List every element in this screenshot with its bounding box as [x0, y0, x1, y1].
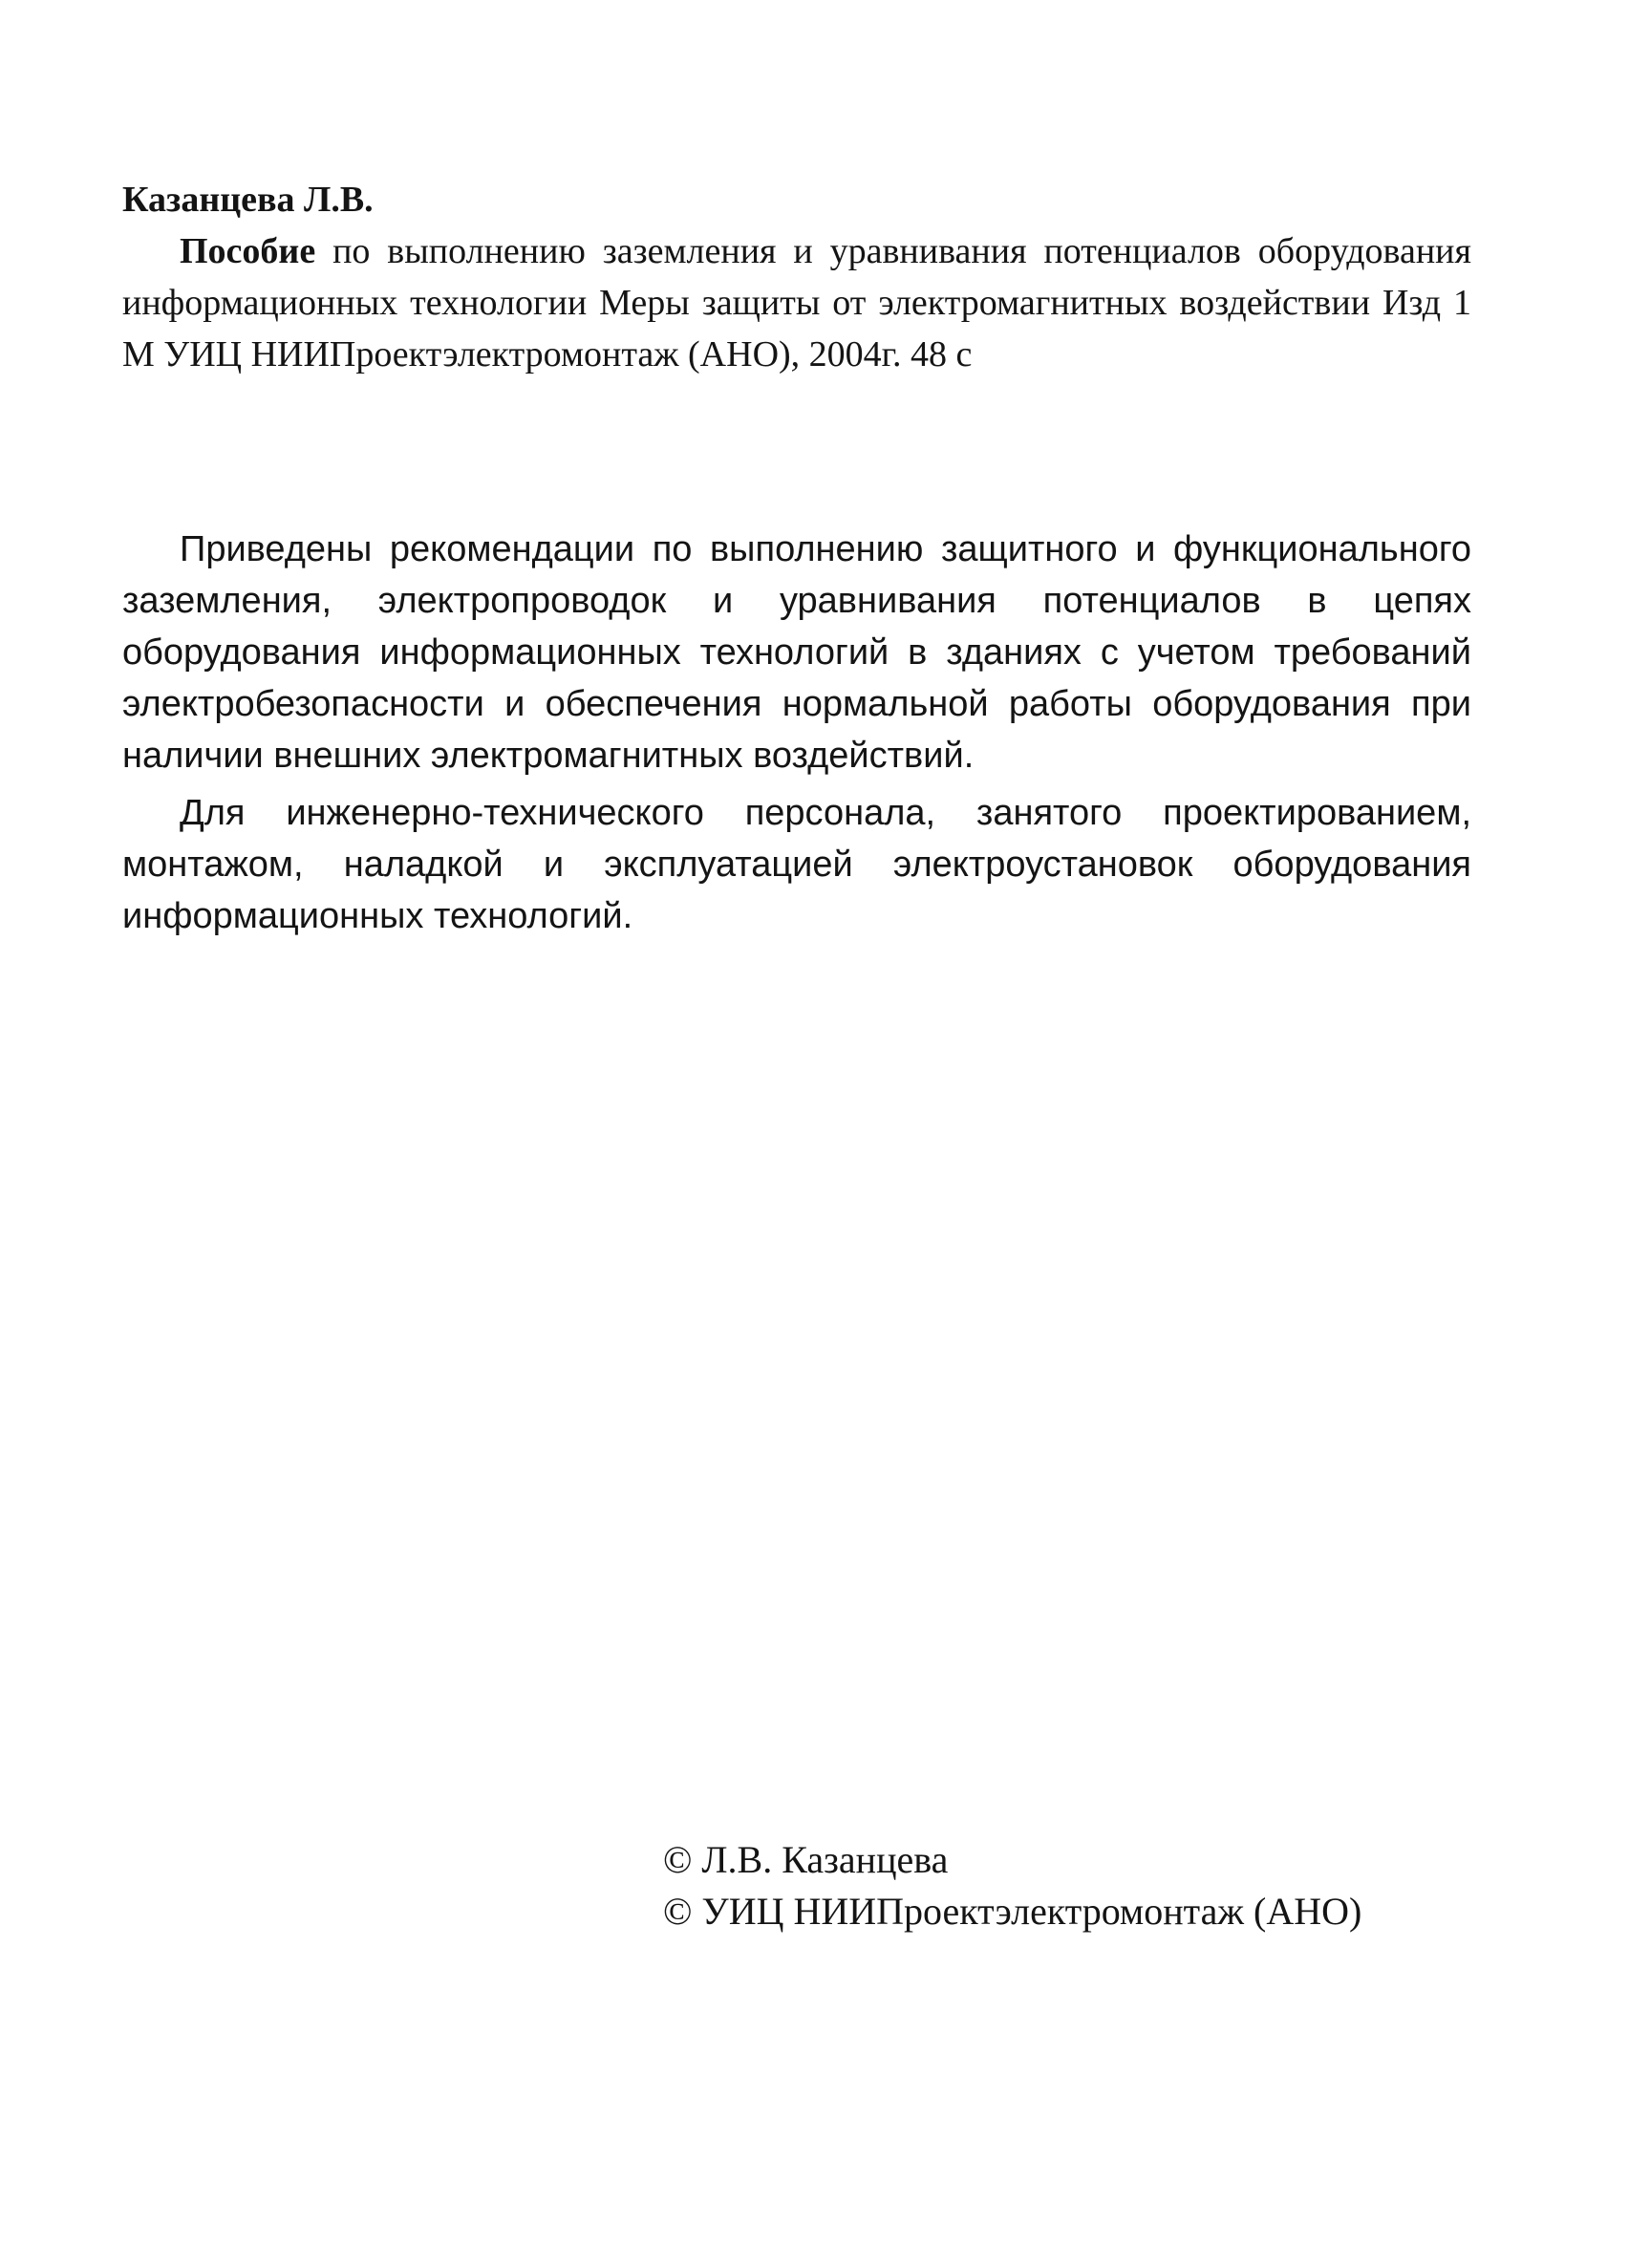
- copyright-block: [663, 1834, 1361, 1937]
- title-lead-word: Пособие: [180, 231, 316, 271]
- abstract-paragraph-2: Для инженерно-технического персонала, занятого проектированием, монтажом, наладкой и эксплуатацией электроустановок оборудования информационных технологий.: [122, 793, 1471, 936]
- bibliographic-entry: [122, 225, 1471, 380]
- bibliographic-description: по выполнению заземления и уравнивания потенциалов оборудования информационных технологии Меры защиты от электромагнитных воздействии Изд 1 М УИЦ НИИПроектэлектромонтаж (АНО), 2004г. 48 с: [122, 231, 1471, 374]
- abstract-paragraph-1: Приведены рекомендации по выполнению защитного и функционального заземления, электропроводок и уравнивания потенциалов в цепях оборудования информационных технологий в зданиях с учетом требований электробезопасности и обеспечения нормальной работы оборудования при наличии внешних электромагнитных воздействий.: [122, 529, 1471, 776]
- abstract: [122, 524, 1471, 948]
- author-name: Казанцева Л.В.: [122, 180, 374, 220]
- copyright-author: © Л.В. Казанцева: [663, 1838, 949, 1881]
- copyright-publisher: © УИЦ НИИПроектэлектромонтаж (АНО): [663, 1890, 1362, 1933]
- bibliographic-record: [122, 174, 1471, 380]
